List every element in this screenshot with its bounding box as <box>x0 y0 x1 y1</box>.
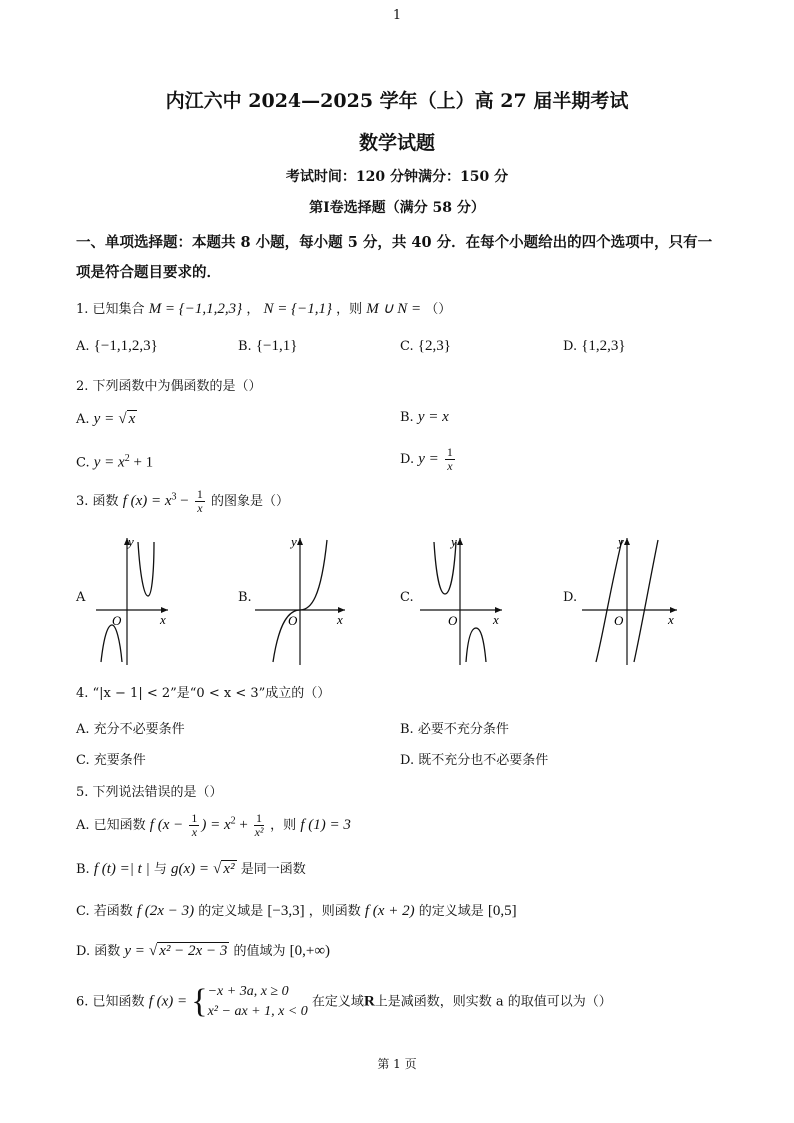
y-axis-label: y <box>291 534 297 549</box>
q3-tail: 的图象是（） <box>211 494 290 509</box>
fraction-numerator: 1 <box>446 445 453 459</box>
fraction-denominator: x² <box>254 825 264 839</box>
option-label: D. <box>400 452 415 467</box>
a-func: f (x − <box>149 817 184 833</box>
option-lhs: y = <box>418 451 439 467</box>
d-mid: 的值域为 <box>233 944 286 959</box>
option-value: 充要条件 <box>93 753 146 768</box>
y-axis-label: y <box>618 534 624 549</box>
option-value: 必要不充分条件 <box>417 722 509 737</box>
option-value: {2,3} <box>417 338 451 354</box>
graph-b <box>255 530 355 665</box>
option-label: A. <box>76 339 90 354</box>
graph-c-label: C. <box>400 590 414 605</box>
q6-lhs: f (x) = <box>148 993 188 1010</box>
fraction-denominator: x <box>197 501 203 515</box>
option-value: y = x <box>417 409 449 425</box>
page-footer: 第 1 页 <box>377 1057 417 1071</box>
d-range: [0,+∞) <box>289 943 331 959</box>
c-func-2: f (x + 2) <box>364 903 415 919</box>
option-label: D. <box>400 753 415 768</box>
origin-label: O <box>614 613 624 628</box>
a-then: ，则 <box>270 818 297 833</box>
option-radicand: x <box>128 411 136 427</box>
c-text: C. 若函数 <box>76 904 133 919</box>
option-rest: + 1 <box>129 454 154 471</box>
graph-d-label: D. <box>563 590 578 605</box>
d-lhs: y = <box>124 943 145 959</box>
q4-option-c <box>76 749 146 768</box>
q3-lhs: f (x) = x <box>122 493 172 509</box>
q6-set-r: R <box>363 993 375 1010</box>
question-2: 2. 下列函数中为偶函数的是（） <box>76 379 262 394</box>
origin-label: O <box>112 613 122 628</box>
q1-option-d <box>563 338 626 355</box>
option-label: B. <box>238 339 252 354</box>
option-label: C. <box>400 339 414 354</box>
graph-a-label: A <box>76 590 86 605</box>
c-domain-1: [−3,3] <box>267 903 305 919</box>
option-value: 充分不必要条件 <box>93 722 185 737</box>
q5-option-c <box>76 900 517 920</box>
q2-option-a: A. y = √ x <box>76 411 136 427</box>
option-label: A. <box>76 722 90 737</box>
b-radicand: x² <box>223 861 235 877</box>
a-mid: ) = x <box>201 817 231 833</box>
b-tail: 是同一函数 <box>240 862 306 877</box>
piece-2: x² − ax + 1, x < 0 <box>207 1004 308 1019</box>
x-axis-label: x <box>668 612 674 627</box>
b-func-g: g(x) = <box>171 861 210 877</box>
option-value: 既不充分也不必要条件 <box>418 753 549 768</box>
option-label: C. <box>76 753 90 768</box>
option-label: A. 已知函数 <box>76 818 146 833</box>
q1-option-b <box>238 338 297 355</box>
piece-1: −x + 3a, x ≥ 0 <box>207 984 289 999</box>
question-6: 6. 已知函数 f (x) = { −x + 3a, x ≥ 0 x² − ax + 1, x < 0 在定义域R上是减函数，则实数 a 的取值可以为（） <box>76 983 612 1020</box>
q1-sep: ， <box>246 302 260 317</box>
x-axis-label: x <box>337 612 343 627</box>
question-3 <box>76 488 289 515</box>
c-func-1: f (2x − 3) <box>136 903 195 919</box>
c-domain-2: [0,5] <box>487 903 517 919</box>
q4-option-d <box>400 749 548 768</box>
piecewise <box>208 982 308 1022</box>
origin-label: O <box>448 613 458 628</box>
option-value: {1,2,3} <box>581 338 626 354</box>
volume-heading: 第Ⅰ卷选择题（满分 58 分） <box>309 200 485 216</box>
c-mid-2: ，则函数 <box>308 904 361 919</box>
x-axis-label: x <box>160 612 166 627</box>
exam-title: 内江六中 2024—2025 学年（上）高 27 届半期考试 <box>165 90 629 112</box>
q5-option-a <box>76 812 351 839</box>
option-value: {−1,1} <box>255 338 298 354</box>
q3-minus: − <box>176 493 189 509</box>
q6-tail: 上是减函数，则实数 a 的取值可以为（） <box>374 994 612 1010</box>
d-radicand: x² − 2x − 3 <box>159 943 228 959</box>
q2-option-d <box>400 446 457 473</box>
question-1 <box>76 298 451 318</box>
option-label: B. <box>400 410 414 425</box>
d-text: D. 函数 <box>76 944 121 959</box>
q4-option-a <box>76 718 185 737</box>
q5-option-b: B. f (t) =| t | 与 g(x) = √ x² 是同一函数 <box>76 861 306 877</box>
q5-option-d: D. 函数 y = √ x² − 2x − 3 的值域为 [0,+∞) <box>76 943 331 959</box>
q3-stem: 3. 函数 <box>76 494 119 509</box>
graph-a <box>96 530 196 665</box>
option-lhs: y = <box>93 411 115 427</box>
option-label: D. <box>563 339 578 354</box>
q6-stem: 6. 已知函数 <box>76 994 145 1010</box>
option-exponent: 2 <box>124 453 130 464</box>
graph-c <box>420 530 520 665</box>
a-result: f (1) = 3 <box>300 817 351 833</box>
q1-set-n: N = {−1,1} <box>263 301 332 317</box>
option-label: B. <box>400 722 414 737</box>
question-5: 5. 下列说法错误的是（） <box>76 785 223 800</box>
section-heading: 一、单项选择题：本题共 8 小题，每小题 5 分，共 40 分．在每个小题给出的四个选项中，只有一项是符合题目要求的． <box>76 234 713 281</box>
q2-option-c <box>76 453 153 471</box>
option-lhs: y = x <box>93 454 125 471</box>
b-func-f: f (t) =| t | <box>93 861 150 877</box>
q1-option-c <box>400 338 451 355</box>
fraction-denominator: x <box>191 825 198 839</box>
graph-d <box>582 530 682 665</box>
option-value: {−1,1,2,3} <box>93 338 158 354</box>
page-number: 1 <box>392 8 402 23</box>
fraction-numerator: 1 <box>196 487 203 501</box>
option-label: C. <box>76 455 90 471</box>
origin-label: O <box>288 613 298 628</box>
q1-union: M ∪ N = <box>366 301 422 317</box>
q1-set-m: M = {−1,1,2,3} <box>148 301 243 317</box>
fraction <box>195 488 205 515</box>
q4-option-b <box>400 718 509 737</box>
q1-stem: 1. 已知集合 <box>76 302 145 317</box>
a-plus: + <box>235 817 248 833</box>
fraction-numerator: 1 <box>256 811 263 825</box>
y-axis-label: y <box>451 534 457 549</box>
c-mid: 的定义域是 <box>198 904 264 919</box>
fraction <box>189 812 199 839</box>
exam-subtitle: 数学试题 <box>358 132 435 154</box>
question-4: 4. “|x − 1| < 2”是“0 < x < 3”成立的（） <box>76 686 331 701</box>
q6-mid: 在定义域 <box>311 994 364 1010</box>
fraction <box>445 446 455 473</box>
option-label: B. <box>76 862 90 877</box>
fraction <box>254 812 264 839</box>
q1-option-a <box>76 338 158 355</box>
exam-info: 考试时间：120 分钟满分：150 分 <box>285 169 509 185</box>
q3-exponent: 3 <box>171 491 177 503</box>
q1-then: ，则 <box>336 302 363 317</box>
graph-b-label: B. <box>238 590 252 605</box>
option-label: A. <box>76 412 90 427</box>
q2-option-b <box>400 409 449 426</box>
c-mid-3: 的定义域是 <box>418 904 484 919</box>
y-axis-label: y <box>128 534 134 549</box>
b-and: 与 <box>153 862 167 877</box>
fraction-numerator: 1 <box>191 811 198 825</box>
x-axis-label: x <box>493 612 499 627</box>
fraction-denominator: x <box>447 459 453 473</box>
q1-blank: （） <box>425 302 452 317</box>
a-exponent: 2 <box>230 815 236 827</box>
